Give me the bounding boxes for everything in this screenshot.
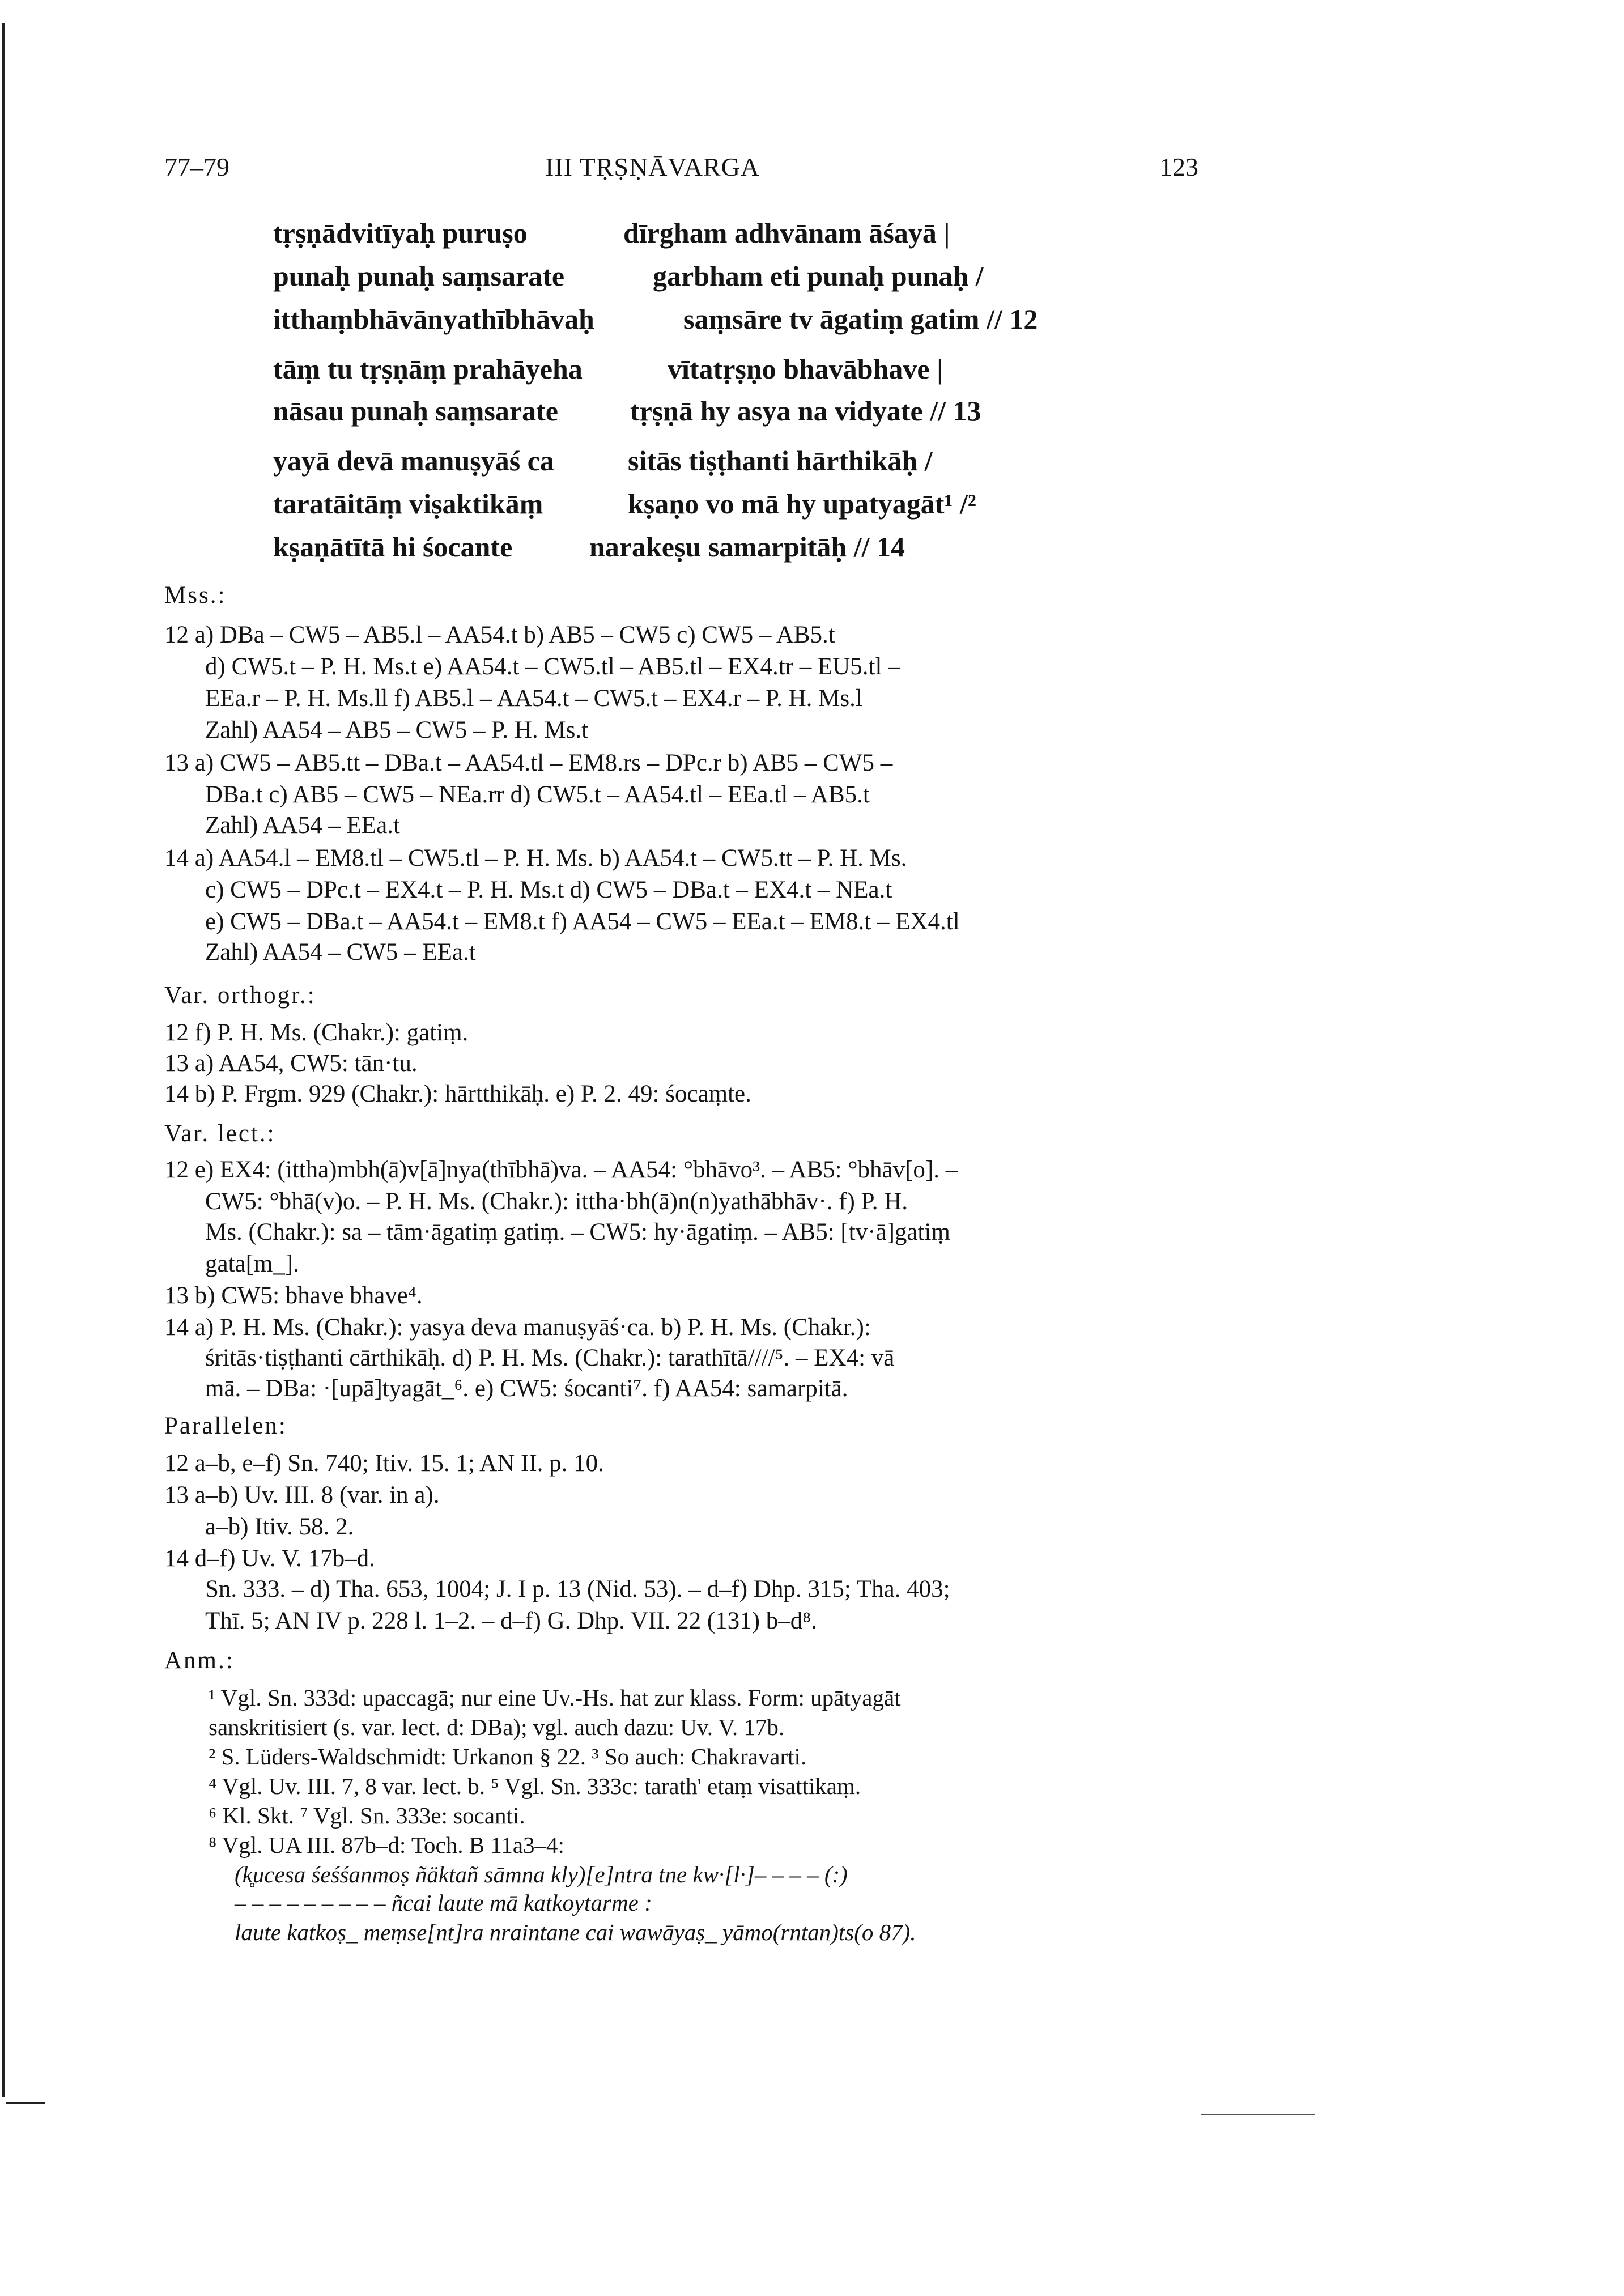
apparatus-line: 13 a) CW5 – AB5.tt – DBa.t – AA54.tl – EM8.rs – DPc.r b) AB5 – CW5 – xyxy=(164,750,893,776)
scan-edge-mark xyxy=(6,2102,45,2104)
section-heading-var-lect: Var. lect.: xyxy=(164,1120,276,1147)
apparatus-line: Zahl) AA54 – EEa.t xyxy=(205,812,400,839)
footnote-line: ⁴ Vgl. Uv. III. 7, 8 var. lect. b. ⁵ Vgl. Sn. 333c: tarath' etaṃ visattikaṃ. xyxy=(209,1773,861,1799)
apparatus-line: 12 f) P. H. Ms. (Chakr.): gatiṃ. xyxy=(164,1019,469,1046)
section-heading-anm: Anm.: xyxy=(164,1647,235,1674)
apparatus-line: 14 a) P. H. Ms. (Chakr.): yasya deva manuṣyāś·ca. b) P. H. Ms. (Chakr.): xyxy=(164,1314,871,1341)
parallel-line: 13 a–b) Uv. III. 8 (var. in a). xyxy=(164,1482,440,1508)
apparatus-line: Zahl) AA54 – AB5 – CW5 – P. H. Ms.t xyxy=(205,717,589,743)
section-heading-var-orthogr: Var. orthogr.: xyxy=(164,982,316,1009)
verse-line-right: tṛṣṇā hy asya na vidyate // 13 xyxy=(630,395,981,427)
parallel-line: Sn. 333. – d) Tha. 653, 1004; J. I p. 13 (Nid. 53). – d–f) Dhp. 315; Tha. 403; xyxy=(205,1576,950,1602)
verse-line-right: garbham eti punaḥ punaḥ / xyxy=(653,260,984,292)
verse-line-left: tṛṣṇādvitīyaḥ puruṣo xyxy=(273,217,528,249)
tocharian-line: – – – – – – – – – ñcai laute mā katkoytarme : xyxy=(235,1890,652,1916)
apparatus-line: EEa.r – P. H. Ms.ll f) AB5.l – AA54.t – CW5.t – EX4.r – P. H. Ms.l xyxy=(205,685,862,712)
footnote-line: ⁶ Kl. Skt. ⁷ Vgl. Sn. 333e: socanti. xyxy=(209,1802,525,1829)
verse-line-left: nāsau punaḥ saṃsarate xyxy=(273,395,558,427)
scan-rule xyxy=(1201,2114,1315,2115)
parallel-line: 12 a–b, e–f) Sn. 740; Itiv. 15. 1; AN II. p. 10. xyxy=(164,1450,604,1477)
verse-line-right: kṣaṇo vo mā hy upatyagāt¹ /² xyxy=(628,488,976,520)
tocharian-line: (k̥ucesa śeśśanmoṣ ñäktañ sāmna kly)[e]ntra tne kw·[l·]– – – – (:) xyxy=(235,1861,848,1887)
apparatus-line: 13 b) CW5: bhave bhave⁴. xyxy=(164,1282,423,1309)
apparatus-line: DBa.t c) AB5 – CW5 – NEa.rr d) CW5.t – AA54.tl – EEa.tl – AB5.t xyxy=(205,781,870,808)
verse-line-right: vītatṛṣṇo bhavābhave | xyxy=(668,353,943,385)
apparatus-line: d) CW5.t – P. H. Ms.t e) AA54.t – CW5.tl – AB5.tl – EX4.tr – EU5.tl – xyxy=(205,653,900,680)
apparatus-line: 14 a) AA54.l – EM8.tl – CW5.tl – P. H. Ms. b) AA54.t – CW5.tt – P. H. Ms. xyxy=(164,845,907,871)
verse-line-left: kṣaṇātītā hi śocante xyxy=(273,531,513,563)
verse-line-left: taratāitāṃ viṣaktikāṃ xyxy=(273,488,543,520)
verse-line-left: itthaṃbhāvānyathībhāvaḥ xyxy=(273,303,594,335)
footnote-line: ⁸ Vgl. UA III. 87b–d: Toch. B 11a3–4: xyxy=(209,1832,564,1858)
footnote-line: sanskritisiert (s. var. lect. d: DBa); vgl. auch dazu: Uv. V. 17b. xyxy=(209,1714,785,1740)
section-heading-parallelen: Parallelen: xyxy=(164,1413,287,1439)
tocharian-line: laute katkoṣ_ meṃse[nt]ra nraintane cai wawāyaṣ_ yāmo(rntan)ts(o 87). xyxy=(235,1919,916,1945)
verse-line-right: narakeṣu samarpitāḥ // 14 xyxy=(589,531,905,563)
verse-line-left: tāṃ tu tṛṣṇāṃ prahāyeha xyxy=(273,353,583,385)
page-range-label: 77–79 xyxy=(164,152,229,181)
apparatus-line: 12 a) DBa – CW5 – AB5.l – AA54.t b) AB5 – CW5 c) CW5 – AB5.t xyxy=(164,622,835,648)
scan-edge-line xyxy=(2,23,5,2097)
page-number: 123 xyxy=(1159,152,1198,181)
verse-line-left: yayā devā manuṣyāś ca xyxy=(273,445,554,477)
apparatus-line: Ms. (Chakr.): sa – tām·āgatiṃ gatiṃ. – CW5: hy·āgatiṃ. – AB5: [tv·ā]gatiṃ xyxy=(205,1219,950,1245)
verse-line-right: dīrgham adhvānam āśayā | xyxy=(623,217,950,249)
verse-line-left: punaḥ punaḥ saṃsarate xyxy=(273,260,565,292)
footnote-line: ¹ Vgl. Sn. 333d: upaccagā; nur eine Uv.-Hs. hat zur klass. Form: upātyagāt xyxy=(209,1685,901,1711)
verse-line-right: sitās tiṣṭhanti hārthikāḥ / xyxy=(628,445,933,477)
apparatus-line: 14 b) P. Frgm. 929 (Chakr.): hārtthikāḥ. e) P. 2. 49: śocaṃte. xyxy=(164,1081,751,1107)
apparatus-line: śritās·tiṣṭhanti cārthikāḥ. d) P. H. Ms. (Chakr.): tarathītā////⁵. – EX4: vā xyxy=(205,1345,895,1371)
section-heading-mss: Mss.: xyxy=(164,582,227,609)
footnote-line: ² S. Lüders-Waldschmidt: Urkanon § 22. ³ So auch: Chakravarti. xyxy=(209,1744,807,1770)
parallel-line: 14 d–f) Uv. V. 17b–d. xyxy=(164,1545,375,1572)
apparatus-line: mā. – DBa: ·[upā]tyagāt_⁶. e) CW5: śocanti⁷. f) AA54: samarpitā. xyxy=(205,1375,848,1402)
apparatus-line: e) CW5 – DBa.t – AA54.t – EM8.t f) AA54 – CW5 – EEa.t – EM8.t – EX4.tl xyxy=(205,908,960,935)
apparatus-line: gata[m_]. xyxy=(205,1251,299,1277)
verse-line-right: saṃsāre tv āgatiṃ gatim // 12 xyxy=(683,303,1038,335)
parallel-line: a–b) Itiv. 58. 2. xyxy=(205,1513,354,1540)
parallel-line: Thī. 5; AN IV p. 228 l. 1–2. – d–f) G. Dhp. VII. 22 (131) b–d⁸. xyxy=(205,1608,817,1634)
chapter-title: III TṚṢṆĀVARGA xyxy=(545,152,760,181)
apparatus-line: CW5: °bhā(v)o. – P. H. Ms. (Chakr.): ittha·bh(ā)n(n)yathābhāv·. f) P. H. xyxy=(205,1188,908,1215)
apparatus-line: c) CW5 – DPc.t – EX4.t – P. H. Ms.t d) CW5 – DBa.t – EX4.t – NEa.t xyxy=(205,877,892,903)
apparatus-line: 13 a) AA54, CW5: tān·tu. xyxy=(164,1050,418,1077)
apparatus-line: Zahl) AA54 – CW5 – EEa.t xyxy=(205,939,476,966)
apparatus-line: 12 e) EX4: (ittha)mbh(ā)v[ā]nya(thībhā)va. – AA54: °bhāvo³. – AB5: °bhāv[o]. – xyxy=(164,1156,958,1183)
